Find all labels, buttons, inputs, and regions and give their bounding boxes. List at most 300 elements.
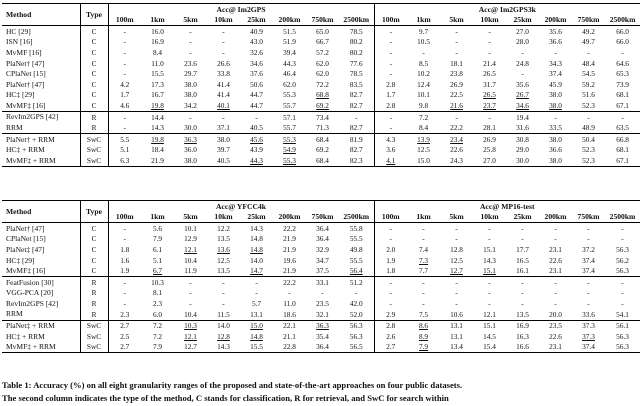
- accuracy-cell: 23.1: [549, 245, 562, 255]
- accuracy-cell: 23.8: [450, 69, 463, 79]
- accuracy-cell: 13.1: [250, 309, 263, 319]
- method-type: C: [80, 100, 108, 111]
- accuracy-cell: -: [321, 288, 324, 298]
- accuracy-cell: 35.4: [316, 331, 329, 341]
- accuracy-cell: 34.6: [250, 58, 263, 68]
- accuracy-cell: 8.1: [152, 288, 163, 298]
- accuracy-cell: 13.5: [217, 234, 230, 244]
- accuracy-cell: 4.1: [374, 155, 407, 166]
- accuracy-cell: 19.4: [506, 111, 539, 122]
- method-name: MvMF‡ [16]: [6, 266, 46, 276]
- range-header-200km: 200km: [544, 15, 567, 25]
- accuracy-cell: -: [174, 277, 207, 288]
- accuracy-cell: -: [422, 234, 425, 244]
- accuracy-cell: 78.5: [349, 69, 363, 79]
- table-row: [2, 331, 640, 342]
- accuracy-cell: 19.8: [141, 134, 174, 145]
- accuracy-cell: 1.9: [374, 255, 407, 266]
- accuracy-cell: 80.2: [349, 48, 363, 58]
- accuracy-cell: -: [605, 111, 640, 122]
- accuracy-cell: 13.6: [217, 245, 230, 255]
- accuracy-cell: 2.3: [152, 298, 163, 308]
- accuracy-cell: 11.0: [283, 298, 296, 308]
- accuracy-cell: 10.4: [184, 309, 197, 319]
- accuracy-cell: 37.4: [582, 255, 595, 265]
- accuracy-cell: 55.5: [349, 234, 363, 244]
- accuracy-cell: -: [222, 48, 225, 58]
- method-type: C: [80, 223, 108, 234]
- accuracy-cell: 9.8: [418, 100, 429, 110]
- method-name: CPlaNet [15]: [6, 69, 46, 79]
- accuracy-cell: -: [108, 223, 141, 234]
- accuracy-cell: 13.9: [407, 134, 440, 145]
- table-row: [2, 100, 640, 111]
- accuracy-cell: 82.7: [349, 123, 363, 133]
- accuracy-cell: -: [189, 48, 192, 58]
- accuracy-cell: 32.9: [316, 245, 329, 255]
- accuracy-cell: 22.6: [549, 331, 562, 341]
- range-header-10km: 10km: [480, 15, 499, 25]
- accuracy-cell: -: [521, 234, 524, 244]
- table-row: [2, 90, 640, 101]
- group-header-im2gps3k: Acc@ Im2GPS3k: [374, 4, 640, 15]
- table-caption: [2, 379, 638, 405]
- method-type: C: [80, 266, 108, 277]
- method-name: PlaNet‡ + RRM: [2, 320, 80, 331]
- accuracy-cell: 22.2: [450, 123, 463, 133]
- method-type: C: [80, 79, 108, 90]
- accuracy-cell: 28.0: [516, 37, 529, 47]
- accuracy-cell: 23.5: [316, 298, 329, 308]
- accuracy-cell: 16.1: [516, 266, 529, 276]
- accuracy-cell: -: [587, 288, 590, 298]
- accuracy-cell: 51.2: [339, 277, 374, 288]
- accuracy-cell: -: [473, 111, 506, 122]
- accuracy-cell: -: [189, 288, 192, 298]
- accuracy-cell: 54.9: [283, 145, 296, 155]
- method-type: R: [80, 277, 108, 288]
- range-header-25km: 25km: [513, 15, 532, 25]
- accuracy-cell: 21.1: [283, 331, 296, 341]
- range-header-100m: 100m: [374, 15, 407, 26]
- accuracy-cell: 56.3: [616, 245, 629, 255]
- accuracy-cell: 23.6: [184, 58, 197, 68]
- accuracy-cell: -: [554, 48, 557, 58]
- accuracy-cell: 37.1: [217, 123, 230, 133]
- accuracy-cell: -: [407, 223, 440, 234]
- accuracy-cell: -: [123, 58, 126, 68]
- accuracy-cell: -: [374, 26, 407, 37]
- accuracy-cell: 30.0: [184, 123, 197, 133]
- accuracy-cell: 40.5: [250, 123, 263, 133]
- accuracy-cell: 63.5: [616, 123, 629, 133]
- accuracy-cell: -: [123, 298, 126, 308]
- table-row: [2, 79, 640, 90]
- accuracy-cell: 4.6: [120, 100, 130, 110]
- accuracy-cell: 50.6: [250, 79, 263, 89]
- accuracy-cell: 25.8: [483, 145, 496, 155]
- method-name: HC‡ + RRM: [6, 145, 45, 155]
- accuracy-cell: 41.4: [217, 79, 230, 89]
- accuracy-cell: -: [288, 288, 291, 298]
- table-row: [2, 266, 640, 277]
- accuracy-cell: -: [440, 26, 473, 37]
- accuracy-cell: 40.9: [240, 26, 273, 37]
- accuracy-cell: 55.7: [283, 100, 296, 110]
- accuracy-cell: 8.4: [152, 48, 163, 58]
- method-type: C: [80, 47, 108, 58]
- accuracy-cell: 12.5: [417, 145, 430, 155]
- accuracy-cell: 52.0: [349, 309, 363, 319]
- accuracy-cell: 36.3: [174, 134, 207, 145]
- accuracy-cell: 2.3: [120, 309, 130, 319]
- accuracy-cell: -: [108, 26, 141, 37]
- accuracy-cell: -: [374, 58, 407, 69]
- accuracy-cell: 21.9: [283, 266, 296, 276]
- table-row: [2, 26, 640, 37]
- accuracy-cell: 45.6: [240, 134, 273, 145]
- accuracy-cell: 38.0: [539, 155, 572, 166]
- accuracy-cell: 19.6: [283, 255, 296, 265]
- accuracy-cell: 37.4: [582, 266, 595, 276]
- accuracy-cell: 57.1: [273, 111, 306, 122]
- accuracy-cell: 71.3: [316, 123, 329, 133]
- accuracy-cell: 2.7: [374, 342, 407, 353]
- accuracy-cell: -: [587, 234, 590, 244]
- accuracy-cell: -: [222, 298, 225, 308]
- accuracy-cell: 7.4: [418, 245, 429, 255]
- accuracy-cell: -: [605, 277, 640, 288]
- accuracy-cell: -: [455, 288, 458, 298]
- accuracy-cell: 7.7: [418, 266, 429, 276]
- accuracy-cell: 48.9: [582, 123, 595, 133]
- accuracy-cell: -: [339, 111, 374, 122]
- accuracy-cell: 22.6: [549, 255, 562, 265]
- accuracy-cell: 16.5: [516, 255, 529, 265]
- table-row: [2, 145, 640, 156]
- range-header-10km: 10km: [214, 15, 233, 25]
- accuracy-cell: 56.3: [339, 320, 374, 331]
- method-type: C: [80, 58, 108, 69]
- range-header-750km: 750km: [577, 15, 600, 25]
- accuracy-cell: 17.3: [151, 79, 164, 89]
- accuracy-cell: 38.0: [184, 90, 197, 100]
- accuracy-cell: 12.1: [184, 245, 197, 255]
- accuracy-cell: 36.4: [316, 234, 329, 244]
- method-type: C: [80, 26, 108, 37]
- accuracy-cell: 27.0: [506, 26, 539, 37]
- accuracy-cell: 12.5: [450, 255, 463, 265]
- table-row: [2, 234, 640, 245]
- method-name: RRM: [6, 309, 23, 319]
- method-name: HC‡ + RRM: [6, 331, 45, 341]
- method-type: C: [80, 234, 108, 245]
- accuracy-cell: 14.3: [207, 342, 240, 353]
- range-header-5km: 5km: [183, 212, 198, 222]
- accuracy-cell: 7.9: [407, 342, 440, 353]
- range-header-750km: 750km: [311, 15, 334, 25]
- accuracy-cell: 40.1: [217, 100, 230, 110]
- accuracy-cell: 21.6: [450, 100, 463, 110]
- accuracy-cell: 17.7: [516, 245, 529, 255]
- accuracy-cell: 34.3: [549, 58, 562, 68]
- accuracy-cell: 37.5: [316, 266, 329, 276]
- accuracy-cell: 77.6: [349, 58, 363, 68]
- accuracy-cell: -: [407, 277, 440, 288]
- accuracy-cell: -: [587, 298, 590, 308]
- accuracy-cell: 23.4: [440, 134, 473, 145]
- accuracy-cell: 14.3: [483, 255, 496, 265]
- accuracy-cell: 15.4: [473, 342, 506, 353]
- accuracy-cell: -: [506, 277, 539, 288]
- accuracy-cell: -: [374, 47, 407, 58]
- accuracy-cell: -: [240, 111, 273, 122]
- group-header-mp16-test: Acc@ MP16-test: [374, 201, 640, 212]
- accuracy-cell: 1.9: [120, 266, 130, 276]
- accuracy-cell: 16.3: [516, 331, 529, 341]
- accuracy-cell: 49.7: [582, 37, 595, 47]
- range-header-2500km: 2500km: [343, 212, 370, 222]
- table-row: [2, 309, 640, 320]
- range-header-100m: 100m: [115, 212, 134, 222]
- accuracy-cell: 68.4: [306, 134, 339, 145]
- accuracy-cell: -: [374, 123, 407, 134]
- accuracy-cell: 72.2: [316, 79, 329, 89]
- accuracy-cell: 11.5: [217, 309, 230, 319]
- accuracy-cell: 5.1: [152, 255, 163, 265]
- method-header: Method: [2, 4, 80, 26]
- method-type: C: [80, 244, 108, 255]
- accuracy-cell: 2.8: [374, 320, 407, 331]
- accuracy-cell: 14.0: [250, 255, 263, 265]
- accuracy-cell: 16.9: [506, 320, 539, 331]
- accuracy-cell: -: [422, 298, 425, 308]
- accuracy-cell: 52.3: [582, 100, 595, 110]
- accuracy-cell: 56.3: [605, 342, 640, 353]
- method-name: RRM: [6, 123, 23, 133]
- accuracy-cell: -: [473, 223, 506, 234]
- accuracy-cell: 5.6: [141, 223, 174, 234]
- accuracy-cell: 44.7: [250, 90, 263, 100]
- accuracy-cell: 37.3: [582, 331, 595, 341]
- accuracy-cell: -: [222, 288, 225, 298]
- range-header-5km: 5km: [183, 15, 198, 25]
- accuracy-cell: 10.5: [417, 37, 430, 47]
- accuracy-cell: 29.0: [516, 145, 529, 155]
- accuracy-cell: 7.9: [141, 342, 174, 353]
- accuracy-cell: 12.8: [450, 245, 463, 255]
- accuracy-cell: 42.0: [349, 298, 363, 308]
- accuracy-cell: 2.0: [374, 244, 407, 255]
- accuracy-cell: -: [374, 223, 407, 234]
- accuracy-cell: 46.4: [283, 69, 296, 79]
- accuracy-cell: -: [554, 288, 557, 298]
- accuracy-cell: -: [374, 69, 407, 80]
- accuracy-cell: 37.6: [250, 69, 263, 79]
- accuracy-cell: 40.5: [207, 155, 240, 166]
- method-name: HC‡ [29]: [6, 90, 35, 100]
- accuracy-cell: 6.3: [108, 155, 141, 166]
- range-header-1km: 1km: [150, 212, 165, 222]
- accuracy-cell: 21.9: [283, 245, 296, 255]
- accuracy-cell: 24.3: [440, 155, 473, 166]
- accuracy-cell: 9.7: [407, 26, 440, 37]
- accuracy-cell: 12.7: [174, 342, 207, 353]
- accuracy-cell: 22.1: [273, 320, 306, 331]
- method-type: R: [80, 123, 108, 134]
- accuracy-cell: 35.6: [516, 79, 529, 89]
- header-row-groups: [2, 201, 640, 212]
- accuracy-cell: -: [207, 111, 240, 122]
- accuracy-cell: 57.2: [316, 48, 329, 58]
- table-row: [2, 134, 640, 145]
- accuracy-cell: 14.5: [483, 331, 496, 341]
- method-name: HC‡ [29]: [6, 255, 35, 265]
- accuracy-cell: -: [621, 298, 624, 308]
- accuracy-cell: 34.2: [184, 100, 197, 110]
- accuracy-cell: 32.6: [250, 48, 263, 58]
- accuracy-cell: 19.8: [151, 100, 164, 110]
- accuracy-cell: 37.4: [572, 342, 605, 353]
- method-name: MvMF‡ + RRM: [2, 342, 80, 353]
- accuracy-cell: 22.8: [273, 342, 306, 353]
- accuracy-cell: 7.2: [152, 331, 163, 341]
- accuracy-cell: 38.0: [549, 90, 562, 100]
- accuracy-cell: -: [422, 288, 425, 298]
- accuracy-cell: -: [374, 234, 407, 245]
- table-row: [2, 111, 640, 122]
- accuracy-cell: -: [539, 223, 572, 234]
- group-header-yfcc4k: Acc@ YFCC4k: [108, 201, 374, 212]
- accuracy-cell: 62.0: [316, 58, 329, 68]
- accuracy-cell: 66.8: [605, 134, 640, 145]
- method-name: HC [29]: [2, 26, 80, 37]
- accuracy-cell: 5.1: [120, 145, 130, 155]
- accuracy-cell: -: [488, 234, 491, 244]
- accuracy-cell: 69.2: [316, 145, 329, 155]
- accuracy-cell: 37.2: [582, 245, 595, 255]
- accuracy-cell: 55.3: [283, 90, 296, 100]
- accuracy-cell: 23.7: [483, 100, 496, 110]
- method-type: SwC: [80, 320, 108, 331]
- accuracy-cell: 33.8: [217, 69, 230, 79]
- table-row: [2, 155, 640, 166]
- range-header-2500km: 2500km: [609, 15, 636, 25]
- accuracy-cell: 2.7: [108, 342, 141, 353]
- accuracy-cell: -: [240, 277, 273, 288]
- accuracy-cell: -: [123, 37, 126, 47]
- accuracy-cell: 29.7: [184, 69, 197, 79]
- accuracy-cell: 10.6: [450, 309, 463, 319]
- accuracy-cell: 68.1: [616, 145, 629, 155]
- accuracy-cell: 12.1: [184, 331, 197, 341]
- method-name: RevIm2GPS [42]: [2, 111, 80, 122]
- accuracy-cell: 28.1: [483, 123, 496, 133]
- accuracy-cell: 62.0: [283, 79, 296, 89]
- accuracy-cell: 13.5: [217, 266, 230, 276]
- accuracy-cell: 30.0: [506, 155, 539, 166]
- accuracy-cell: 36.6: [549, 145, 562, 155]
- accuracy-cell: 12.8: [217, 331, 230, 341]
- accuracy-cell: 48.4: [582, 58, 595, 68]
- accuracy-cell: 36.3: [306, 320, 339, 331]
- range-header-750km: 750km: [577, 212, 600, 222]
- accuracy-cell: 65.3: [616, 69, 629, 79]
- table-row: [2, 288, 640, 299]
- accuracy-cell: 12.5: [217, 255, 230, 265]
- table-row: [2, 69, 640, 80]
- accuracy-cell: 10.3: [174, 320, 207, 331]
- accuracy-cell: -: [422, 48, 425, 58]
- accuracy-cell: -: [123, 234, 126, 244]
- accuracy-cell: 36.6: [549, 37, 562, 47]
- accuracy-cell: 41.4: [217, 90, 230, 100]
- accuracy-cell: 13.1: [440, 320, 473, 331]
- range-header-10km: 10km: [214, 212, 233, 222]
- accuracy-cell: 39.7: [217, 145, 230, 155]
- accuracy-cell: 16.0: [141, 26, 174, 37]
- method-name: VGG-PCA [20]: [6, 288, 54, 298]
- accuracy-cell: -: [506, 223, 539, 234]
- accuracy-cell: 43.9: [250, 145, 263, 155]
- accuracy-cell: 39.4: [283, 48, 296, 58]
- method-type: SwC: [80, 145, 108, 156]
- accuracy-cell: 7.2: [141, 320, 174, 331]
- accuracy-cell: 78.5: [339, 26, 374, 37]
- range-header-25km: 25km: [513, 212, 532, 222]
- accuracy-cell: 26.6: [217, 58, 230, 68]
- accuracy-cell: 15.0: [240, 320, 273, 331]
- accuracy-cell: 23.1: [549, 266, 562, 276]
- accuracy-cell: 56.3: [616, 331, 629, 341]
- accuracy-cell: 8.4: [418, 123, 429, 133]
- accuracy-cell: 12.2: [207, 223, 240, 234]
- range-header-200km: 200km: [278, 212, 301, 222]
- range-header-10km: 10km: [480, 212, 499, 222]
- accuracy-cell: 13.4: [440, 342, 473, 353]
- accuracy-cell: 44.3: [283, 58, 296, 68]
- accuracy-cell: 36.4: [306, 342, 339, 353]
- accuracy-cell: 14.8: [250, 331, 263, 341]
- accuracy-cell: 52.3: [582, 145, 595, 155]
- accuracy-cell: 7.3: [418, 255, 429, 265]
- accuracy-cell: 10.1: [417, 90, 430, 100]
- accuracy-cell: 4.3: [374, 134, 407, 145]
- accuracy-cell: -: [108, 111, 141, 122]
- method-type: SwC: [80, 331, 108, 342]
- accuracy-cell: 82.7: [349, 100, 363, 110]
- accuracy-cell: -: [521, 298, 524, 308]
- accuracy-cell: 51.5: [273, 26, 306, 37]
- accuracy-cell: 8.5: [418, 58, 429, 68]
- accuracy-cell: 68.4: [306, 155, 339, 166]
- accuracy-cell: 27.0: [473, 155, 506, 166]
- accuracy-cell: 7.9: [152, 234, 163, 244]
- caption-line-2: The second column indicates the type of the method, C stands for classification, R for retrieval, and SwC for search within: [2, 393, 449, 403]
- accuracy-cell: 33.1: [306, 277, 339, 288]
- method-name: PlaNet† [47]: [6, 79, 45, 89]
- method-type: SwC: [80, 342, 108, 353]
- accuracy-cell: 16.7: [151, 90, 164, 100]
- table-row: [2, 123, 640, 134]
- accuracy-cell: -: [374, 111, 407, 122]
- accuracy-cell: 14.3: [151, 123, 164, 133]
- accuracy-cell: 2.6: [374, 331, 407, 342]
- table-row: [2, 298, 640, 309]
- accuracy-cell: -: [605, 223, 640, 234]
- method-type: SwC: [80, 134, 108, 145]
- table-row: [2, 47, 640, 58]
